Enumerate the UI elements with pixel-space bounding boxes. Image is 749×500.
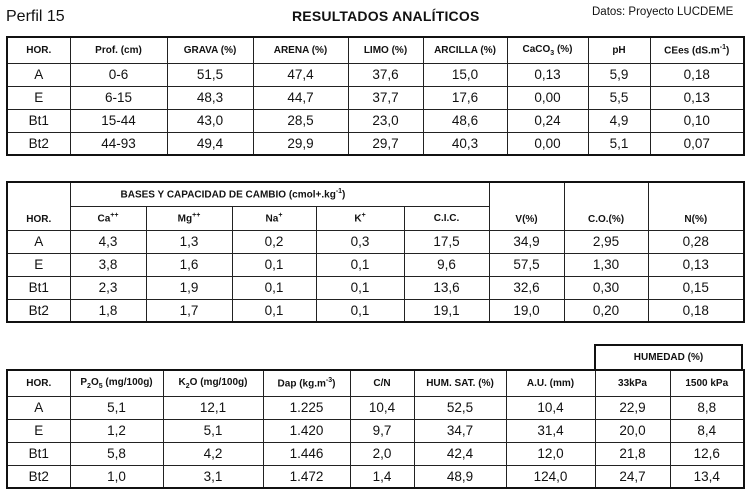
value-cell: 44,7: [253, 86, 348, 109]
value-cell: 42,4: [414, 442, 506, 465]
value-cell: 23,0: [348, 109, 423, 132]
header-cic: C.I.C.: [404, 206, 489, 230]
value-cell: 15,0: [423, 63, 507, 86]
value-cell: 0,07: [650, 132, 744, 155]
header-dap: Dap $(kg.m^{-3})$: [263, 370, 350, 396]
value-cell: 1.420: [263, 419, 350, 442]
table-header-row: [7, 37, 744, 63]
header-co: C.O.(%): [564, 182, 648, 230]
table-row: [7, 132, 744, 155]
value-cell: 0,3: [316, 230, 404, 253]
value-cell: 1,6: [146, 253, 232, 276]
value-cell: 19,1: [404, 299, 489, 322]
value-cell: 1,2: [70, 419, 163, 442]
value-cell: 0,20: [564, 299, 648, 322]
table3-body: [7, 396, 744, 488]
value-cell: 12,6: [670, 442, 744, 465]
value-cell: 0,1: [316, 276, 404, 299]
value-cell: 9,6: [404, 253, 489, 276]
value-cell: 3,8: [70, 253, 146, 276]
header-ca: Ca++: [70, 206, 146, 230]
table-row: [7, 299, 744, 322]
table-row: [7, 253, 744, 276]
horizon-cell: A: [7, 63, 70, 86]
horizon-cell: A: [7, 230, 70, 253]
value-cell: 48,6: [423, 109, 507, 132]
value-cell: 37,6: [348, 63, 423, 86]
header-k: K+: [316, 206, 404, 230]
value-cell: 0,28: [648, 230, 744, 253]
header-1500kpa: 1500 kPa: [670, 370, 744, 396]
value-cell: 4,3: [70, 230, 146, 253]
value-cell: 22,9: [595, 396, 670, 419]
value-cell: 5,1: [588, 132, 650, 155]
horizon-cell: Bt2: [7, 132, 70, 155]
header-hor: HOR.: [7, 182, 70, 230]
value-cell: 10,4: [350, 396, 414, 419]
value-cell: 21,8: [595, 442, 670, 465]
value-cell: 2,3: [70, 276, 146, 299]
header-cn: C/N: [350, 370, 414, 396]
table-row: [7, 230, 744, 253]
value-cell: 1,8: [70, 299, 146, 322]
table-texture: [6, 36, 745, 156]
value-cell: 2,95: [564, 230, 648, 253]
value-cell: 5,1: [70, 396, 163, 419]
table-row: [7, 396, 744, 419]
value-cell: 0,15: [648, 276, 744, 299]
header-mg: Mg++: [146, 206, 232, 230]
header-limo: LIMO (%): [348, 37, 423, 63]
table-row: [7, 63, 744, 86]
table-row: [7, 465, 744, 488]
value-cell: 0,13: [650, 86, 744, 109]
horizon-cell: Bt1: [7, 276, 70, 299]
value-cell: 1,3: [146, 230, 232, 253]
value-cell: 0,1: [232, 253, 316, 276]
value-cell: 8,4: [670, 419, 744, 442]
value-cell: 1,9: [146, 276, 232, 299]
value-cell: 0,13: [507, 63, 588, 86]
value-cell: 17,6: [423, 86, 507, 109]
value-cell: 20,0: [595, 419, 670, 442]
value-cell: 0,10: [650, 109, 744, 132]
value-cell: 34,7: [414, 419, 506, 442]
value-cell: 0,24: [507, 109, 588, 132]
value-cell: 0,1: [232, 276, 316, 299]
value-cell: 48,9: [414, 465, 506, 488]
table-row: [7, 86, 744, 109]
horizon-cell: Bt1: [7, 109, 70, 132]
value-cell: 1,30: [564, 253, 648, 276]
horizon-cell: E: [7, 253, 70, 276]
header-humedad: HUMEDAD (%): [594, 344, 743, 369]
horizon-cell: E: [7, 419, 70, 442]
header-hor: HOR.: [7, 37, 70, 63]
header-33kpa: 33kPa: [595, 370, 670, 396]
table-bases: [6, 181, 745, 323]
value-cell: 57,5: [489, 253, 564, 276]
value-cell: 8,8: [670, 396, 744, 419]
value-cell: 5,8: [70, 442, 163, 465]
value-cell: 24,7: [595, 465, 670, 488]
value-cell: 5,9: [588, 63, 650, 86]
value-cell: 6-15: [70, 86, 167, 109]
table1-body: [7, 63, 744, 155]
header-p2o5: $P_2O_5$ (mg/100g): [70, 370, 163, 396]
value-cell: 32,6: [489, 276, 564, 299]
value-cell: 10,4: [506, 396, 595, 419]
table-row: [7, 109, 744, 132]
header-prof: Prof. (cm): [70, 37, 167, 63]
header-hor: HOR.: [7, 370, 70, 396]
value-cell: 9,7: [350, 419, 414, 442]
value-cell: 2,0: [350, 442, 414, 465]
value-cell: 5,1: [163, 419, 263, 442]
table-header-row: [7, 370, 744, 396]
value-cell: 0,00: [507, 132, 588, 155]
value-cell: 43,0: [167, 109, 253, 132]
horizon-cell: Bt1: [7, 442, 70, 465]
value-cell: 0-6: [70, 63, 167, 86]
page-title: RESULTADOS ANALÍTICOS: [292, 8, 480, 24]
value-cell: 0,1: [316, 253, 404, 276]
value-cell: 1,4: [350, 465, 414, 488]
value-cell: 37,7: [348, 86, 423, 109]
value-cell: 13,4: [670, 465, 744, 488]
value-cell: 0,30: [564, 276, 648, 299]
horizon-cell: E: [7, 86, 70, 109]
header-v: V(%): [489, 182, 564, 230]
value-cell: 52,5: [414, 396, 506, 419]
header-k2o: $K_2O$ (mg/100g): [163, 370, 263, 396]
value-cell: 12,0: [506, 442, 595, 465]
value-cell: 1.472: [263, 465, 350, 488]
value-cell: 0,13: [648, 253, 744, 276]
table-physical: [6, 369, 745, 489]
value-cell: 28,5: [253, 109, 348, 132]
data-source: Datos: Proyecto LUCDEME: [592, 6, 734, 18]
value-cell: 4,9: [588, 109, 650, 132]
header-arcilla: ARCILLA (%): [423, 37, 507, 63]
value-cell: 47,4: [253, 63, 348, 86]
value-cell: 12,1: [163, 396, 263, 419]
value-cell: 34,9: [489, 230, 564, 253]
header-ph: pH: [588, 37, 650, 63]
value-cell: 0,1: [232, 299, 316, 322]
value-cell: 124,0: [506, 465, 595, 488]
value-cell: 44-93: [70, 132, 167, 155]
profile-title: Perfil 15: [6, 8, 65, 25]
value-cell: 40,3: [423, 132, 507, 155]
value-cell: 17,5: [404, 230, 489, 253]
header-caco3: CaCO$_3$ (%): [507, 37, 588, 63]
value-cell: 19,0: [489, 299, 564, 322]
value-cell: 29,9: [253, 132, 348, 155]
horizon-cell: Bt2: [7, 465, 70, 488]
header-cees: CEes $(dS.m^{-1})$: [650, 37, 744, 63]
header-bases-group: BASES Y CAPACIDAD DE CAMBIO $(cmol+.kg^{-1})$: [70, 182, 489, 206]
header-humsat: HUM. SAT. (%): [414, 370, 506, 396]
header-au: A.U. (mm): [506, 370, 595, 396]
header-arena: ARENA (%): [253, 37, 348, 63]
value-cell: 0,18: [648, 299, 744, 322]
value-cell: 3,1: [163, 465, 263, 488]
value-cell: 4,2: [163, 442, 263, 465]
horizon-cell: Bt2: [7, 299, 70, 322]
value-cell: 1.446: [263, 442, 350, 465]
value-cell: 1.225: [263, 396, 350, 419]
header-n: N(%): [648, 182, 744, 230]
value-cell: 48,3: [167, 86, 253, 109]
value-cell: 15-44: [70, 109, 167, 132]
value-cell: 29,7: [348, 132, 423, 155]
table-row: [7, 276, 744, 299]
value-cell: 1,7: [146, 299, 232, 322]
header-na: Na+: [232, 206, 316, 230]
horizon-cell: A: [7, 396, 70, 419]
value-cell: 0,00: [507, 86, 588, 109]
value-cell: 5,5: [588, 86, 650, 109]
value-cell: 49,4: [167, 132, 253, 155]
value-cell: 0,1: [316, 299, 404, 322]
value-cell: 1,0: [70, 465, 163, 488]
header-grava: GRAVA (%): [167, 37, 253, 63]
table2-body: [7, 230, 744, 322]
value-cell: 0,18: [650, 63, 744, 86]
table-row: [7, 442, 744, 465]
value-cell: 31,4: [506, 419, 595, 442]
value-cell: 0,2: [232, 230, 316, 253]
value-cell: 13,6: [404, 276, 489, 299]
value-cell: 51,5: [167, 63, 253, 86]
table-row: [7, 419, 744, 442]
